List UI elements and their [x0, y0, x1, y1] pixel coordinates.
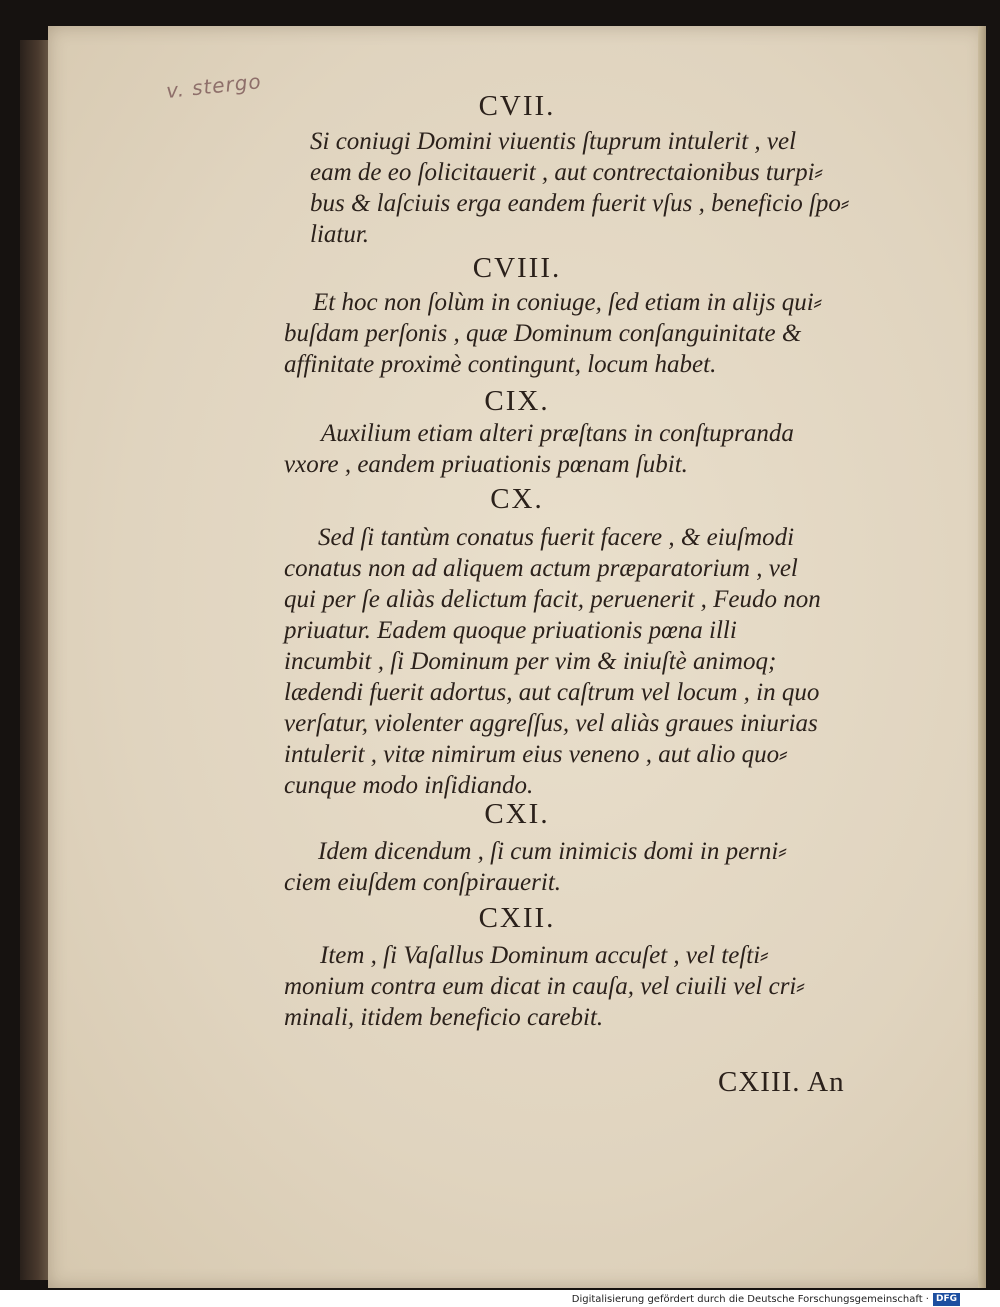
text-line: vxore , eandem priuationis pœnam ſubit.: [284, 451, 688, 478]
text-line: Et hoc non ſolùm in coniuge, ſed etiam in alijs qui⸗: [313, 289, 822, 316]
text-line: priuatur. Eadem quoque priuationis pœna illi: [284, 617, 737, 644]
text-line: eam de eo ſolicitauerit , aut contrectaionibus turpi⸗: [310, 159, 823, 186]
dfg-logo: DFG: [933, 1293, 960, 1306]
digitization-footer: [572, 1291, 960, 1307]
text-line: incumbit , ſi Dominum per vim & iniuſtè animoq;: [284, 648, 777, 675]
section-heading: CIX.: [484, 385, 550, 417]
footer-text: Digitalisierung gefördert durch die Deutsche Forschungsgemeinschaft ·: [571, 1293, 929, 1305]
book-cover-edge: [20, 40, 50, 1280]
page-edge: [978, 26, 986, 1288]
section-heading: CXI.: [484, 798, 550, 830]
text-line: bus & laſciuis erga eandem fuerit vſus , beneficio ſpo⸗: [310, 190, 850, 217]
text-line: ciem eiuſdem conſpirauerit.: [284, 869, 562, 896]
text-line: minali, itidem beneficio carebit.: [284, 1004, 604, 1031]
text-line: conatus non ad aliquem actum præparatorium , vel: [284, 555, 798, 582]
section-heading: CX.: [490, 483, 544, 515]
text-line: liatur.: [310, 221, 370, 248]
catchword: CXIII. An: [718, 1066, 845, 1098]
section-heading: CVII.: [478, 90, 556, 122]
section-heading: CVIII.: [472, 252, 562, 284]
section-heading: CXII.: [478, 902, 556, 934]
text-line: Idem dicendum , ſi cum inimicis domi in perni⸗: [318, 838, 787, 865]
text-line: buſdam perſonis , quæ Dominum conſanguinitate &: [284, 320, 802, 347]
book-page: [48, 26, 986, 1288]
text-line: lædendi fuerit adortus, aut caſtrum vel locum , in quo: [284, 679, 820, 706]
text-line: verſatur, violenter aggreſſus, vel aliàs graues iniurias: [284, 710, 818, 737]
text-line: Sed ſi tantùm conatus fuerit facere , & eiuſmodi: [318, 524, 795, 551]
text-line: monium contra eum dicat in cauſa, vel ciuili vel cri⸗: [284, 973, 805, 1000]
text-line: qui per ſe aliàs delictum facit, peruenerit , Feudo non: [284, 586, 821, 613]
text-line: Auxilium etiam alteri præſtans in conſtupranda: [321, 420, 794, 447]
text-line: Item , ſi Vaſallus Dominum accuſet , vel teſti⸗: [320, 942, 769, 969]
text-line: intulerit , vitæ nimirum eius veneno , aut alio quo⸗: [284, 741, 788, 768]
text-line: cunque modo inſidiando.: [284, 772, 534, 799]
text-line: Si coniugi Domini viuentis ſtuprum intulerit , vel: [310, 128, 797, 155]
text-line: affinitate proximè contingunt, locum habet.: [284, 351, 717, 378]
marginal-note: v. stergo: [165, 69, 263, 103]
